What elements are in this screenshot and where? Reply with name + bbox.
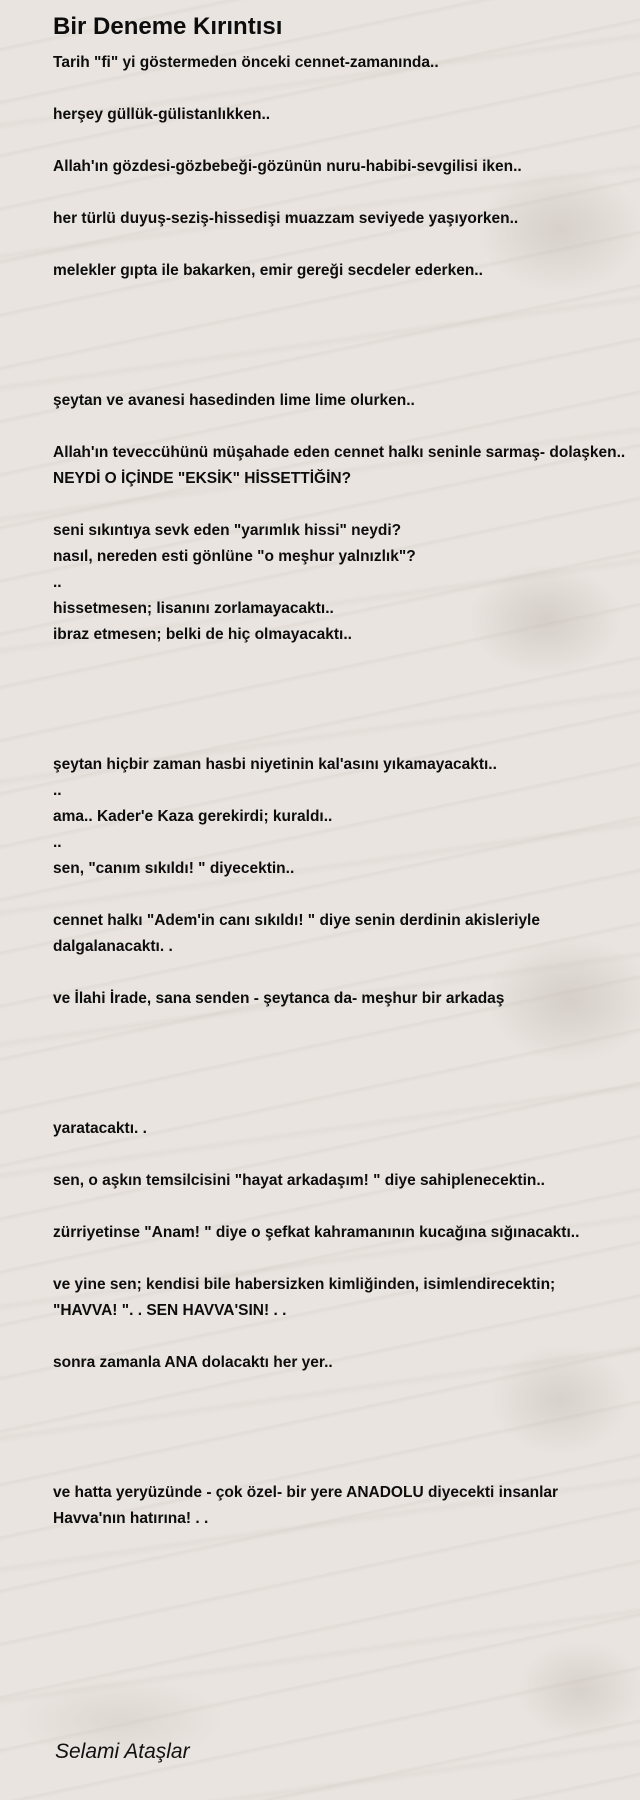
poem-line: Allah'ın teveccühünü müşahade eden cennet halkı seninle sarmaş- dolaşken.. [53,444,626,461]
poem-line: melekler gıpta ile bakarken, emir gereği secdeler ederken.. [53,262,483,279]
poem-line: her türlü duyuş-seziş-hissedişi muazzam seviyede yaşıyorken.. [53,210,519,227]
poem-line: cennet halkı "Adem'in canı sıkıldı! " diye senin derdinin akisleriyle [53,912,540,929]
poem-line: ibraz etmesen; belki de hiç olmayacaktı.. [53,626,352,643]
stanza [53,206,640,232]
stanza [53,440,640,492]
poem-line: Tarih "fi" yi göstermeden önceki cennet-zamanında.. [53,54,439,71]
stanza [53,1220,640,1246]
poem-title: Bir Deneme Kırıntısı [53,13,283,40]
stanza [53,986,640,1012]
poem-line: yaratacaktı. . [53,1120,147,1137]
stanza [53,1168,640,1194]
poem-line: NEYDİ O İÇİNDE "EKSİK" HİSSETTİĞİN? [53,470,352,487]
stanza [53,154,640,180]
stanza [53,50,640,76]
stanza [53,1116,640,1142]
poem-line: dalgalanacaktı. . [53,938,173,955]
poem-line: .. [53,574,62,591]
stanza [53,102,640,128]
stanza [53,518,640,648]
poem-line: .. [53,782,62,799]
poem-line: şeytan hiçbir zaman hasbi niyetinin kal'asını yıkamayacaktı.. [53,756,497,773]
poem-line: nasıl, nereden esti gönlüne "o meşhur yalnızlık"? [53,548,416,565]
poem-line: ve hatta yeryüzünde - çok özel- bir yere ANADOLU diyecekti insanlar [53,1484,559,1501]
stanza [53,258,640,284]
poem-line: hissetmesen; lisanını zorlamayacaktı.. [53,600,334,617]
stanza [53,1272,640,1324]
poem-line: sen, o aşkın temsilcisini "hayat arkadaşım! " diye sahiplenecektin.. [53,1172,545,1189]
poem-line: ama.. Kader'e Kaza gerekirdi; kuraldı.. [53,808,333,825]
poem-line: .. [53,834,62,851]
stanza [53,1350,640,1376]
stanza [53,388,640,414]
poem-line: zürriyetinse "Anam! " diye o şefkat kahramanının kucağına sığınacaktı.. [53,1224,580,1241]
poem-page [53,0,640,1558]
poem-line: ve İlahi İrade, sana senden - şeytanca da- meşhur bir arkadaş [53,990,505,1007]
stanza [53,908,640,960]
poem-body [53,50,640,1532]
poem-line: Allah'ın gözdesi-gözbebeği-gözünün nuru-habibi-sevgilisi iken.. [53,158,522,175]
author-signature: Selami Ataşlar [55,1740,190,1763]
poem-line: sen, "canım sıkıldı! " diyecektin.. [53,860,295,877]
stanza [53,752,640,882]
stanza [53,1480,640,1532]
poem-line: sonra zamanla ANA dolacaktı her yer.. [53,1354,333,1371]
poem-line: "HAVVA! ". . SEN HAVVA'SIN! . . [53,1302,287,1319]
poem-line: seni sıkıntıya sevk eden "yarımlık hissi" neydi? [53,522,402,539]
poem-line: herşey güllük-gülistanlıkken.. [53,106,271,123]
poem-line: Havva'nın hatırına! . . [53,1510,209,1527]
poem-line: şeytan ve avanesi hasedinden lime lime olurken.. [53,392,415,409]
poem-line: ve yine sen; kendisi bile habersizken kimliğinden, isimlendirecektin; [53,1276,556,1293]
